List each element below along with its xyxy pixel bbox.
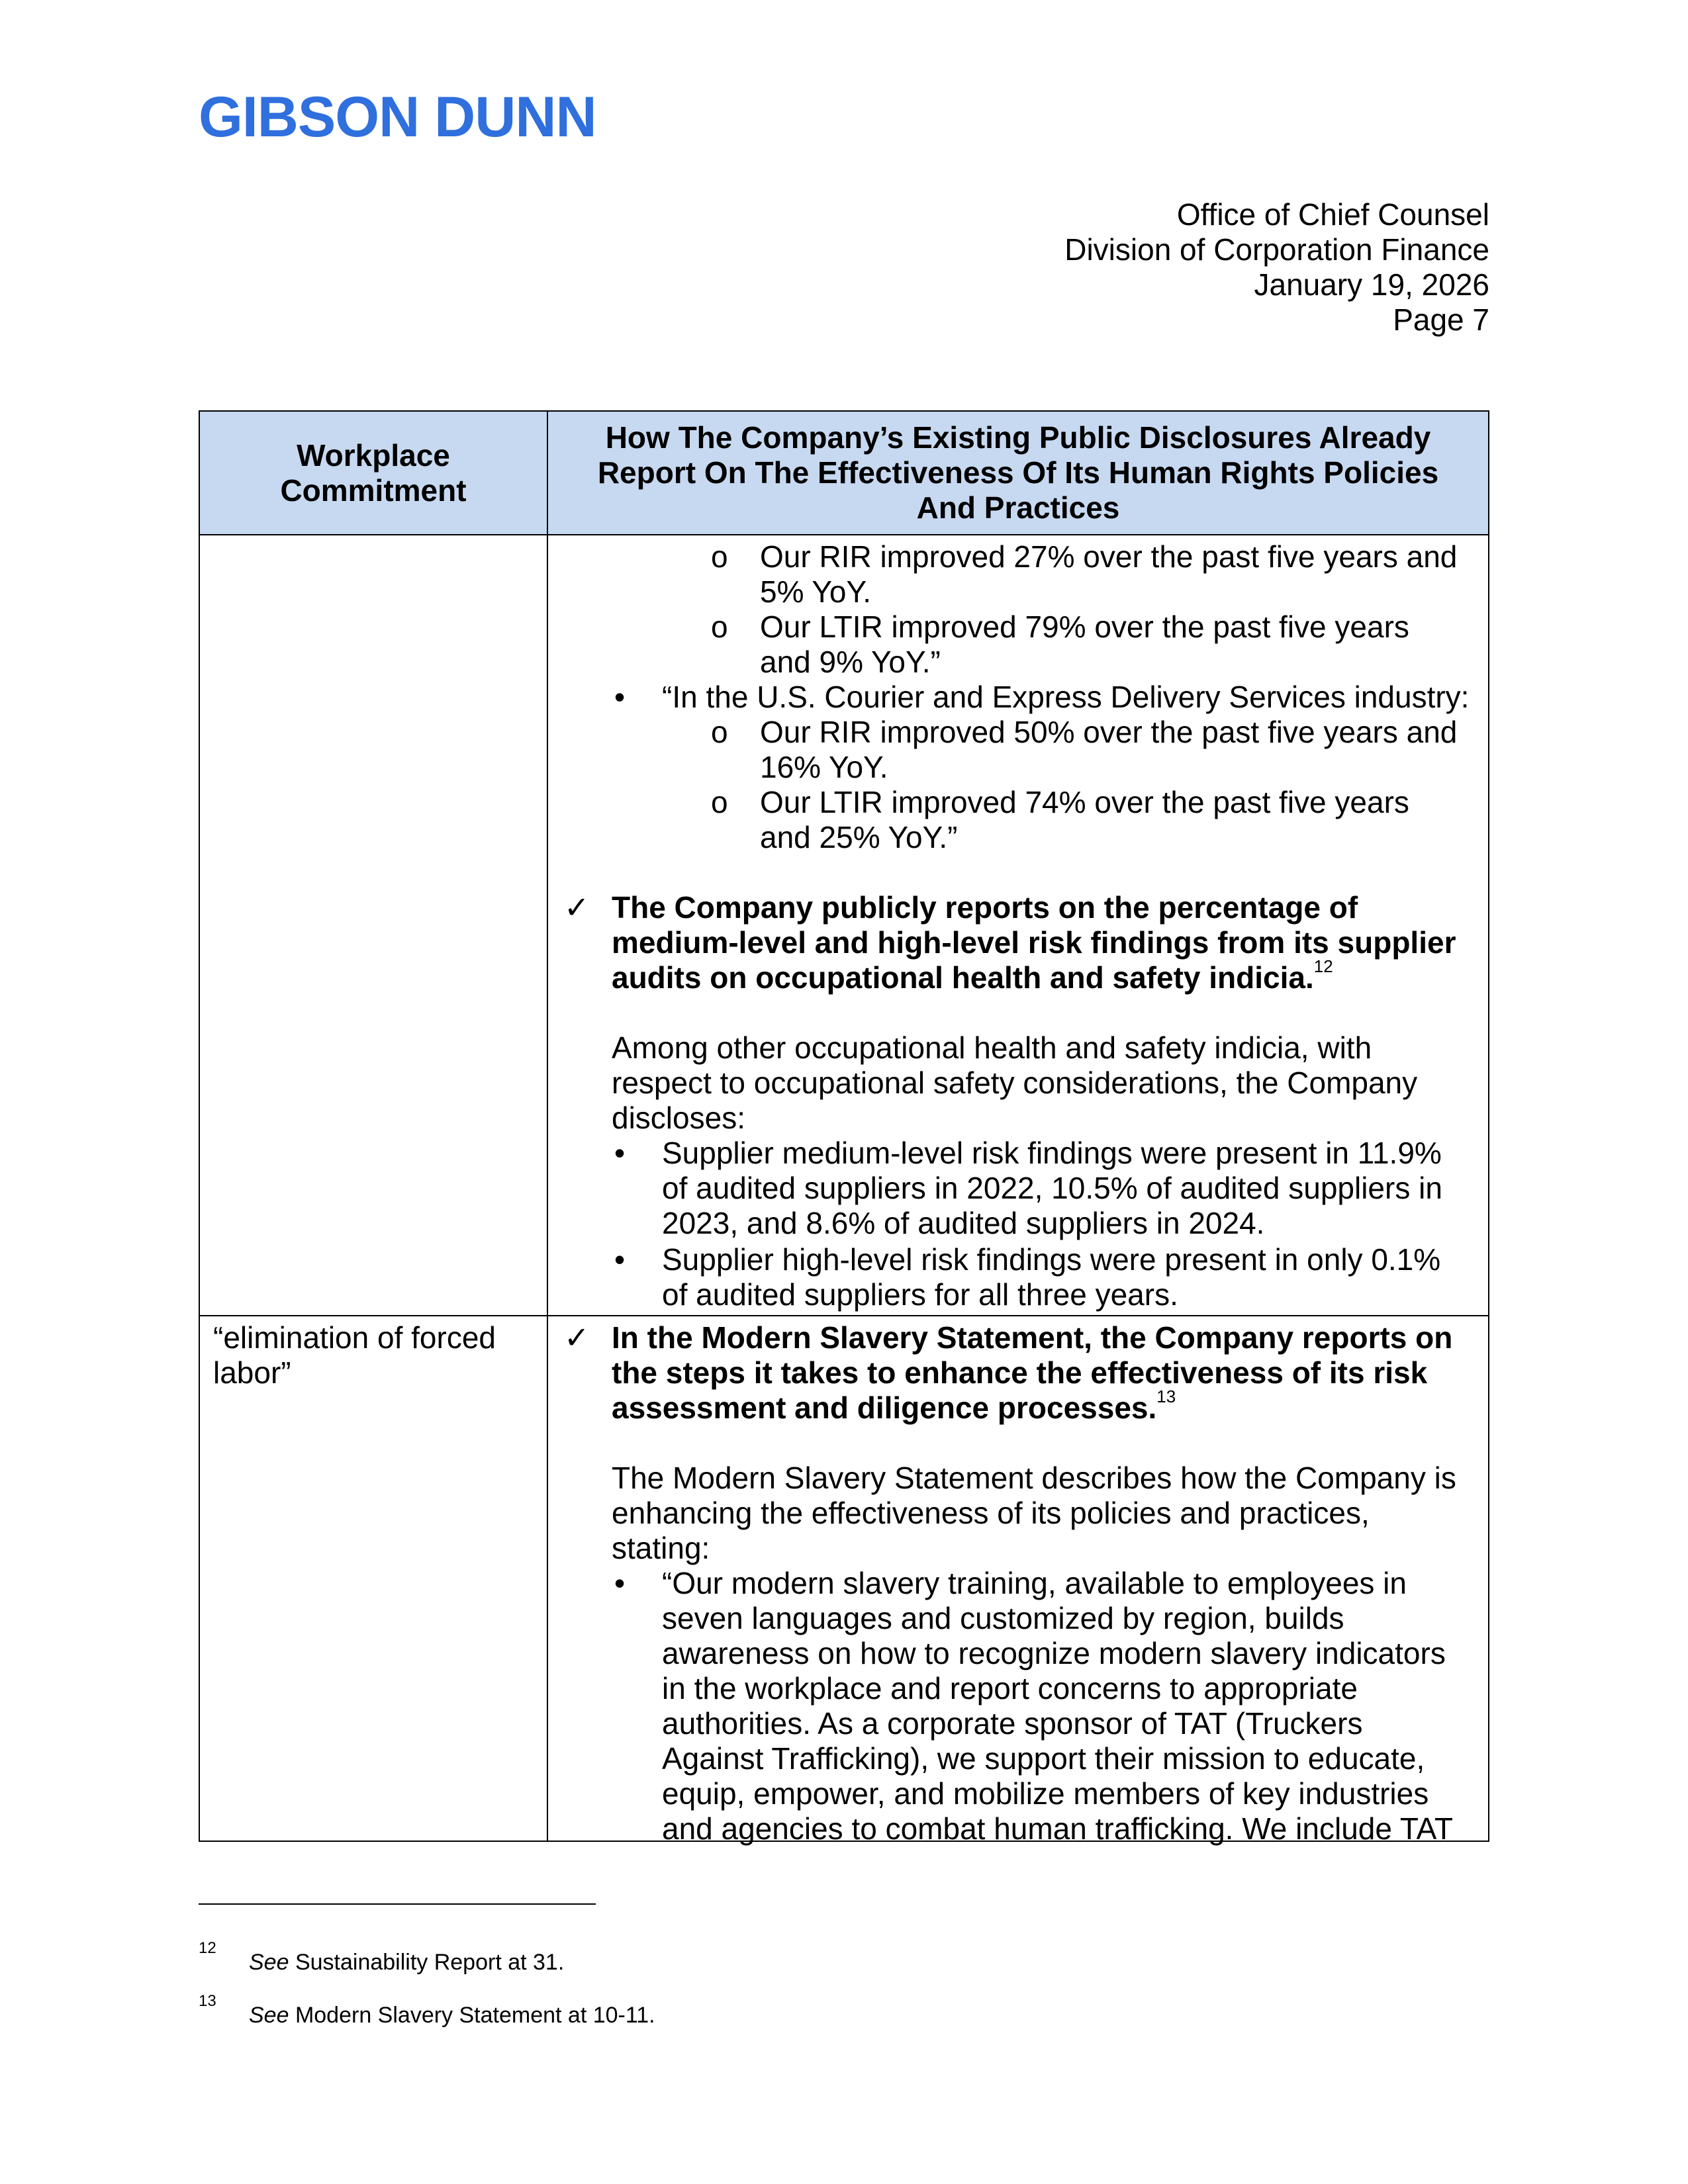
bullet-marker: • — [614, 1566, 626, 1600]
sub-bullet-marker: o — [711, 785, 728, 819]
sub-bullet-marker: o — [711, 715, 728, 749]
bullet-marker: • — [614, 1242, 626, 1277]
disclosures-table — [199, 410, 1489, 1846]
addressee-division: Division of Corporation Finance — [1064, 232, 1489, 267]
footnote-divider — [199, 1903, 596, 1905]
addressee-office: Office of Chief Counsel — [1176, 197, 1489, 232]
commitment-text: labor” — [213, 1355, 291, 1390]
page-number: Page 7 — [1393, 302, 1489, 337]
checkmark-icon: ✓ — [564, 890, 590, 925]
check-heading: The Company publicly reports on the percentage of medium-level and high-level risk findings from its supplier audits on occupational health and safety indicia.$^{12}$ — [612, 890, 1456, 995]
list-item: “In the U.S. Courier and Express Delivery Services industry: — [662, 680, 1470, 714]
footnote-text: See Sustainability Report at 31. — [249, 1950, 565, 1975]
header-workplace-commitment: Workplace Commitment — [199, 411, 547, 535]
footnote-ref: 12 — [1313, 956, 1333, 976]
commitment-cell-empty — [199, 535, 547, 1316]
paragraph: The Modern Slavery Statement describes how the Company is enhancing the effectiveness of its policies and practices, stating: — [612, 1461, 1456, 1565]
header-line: Report On The Effectiveness Of Its Human Rights Policies — [597, 455, 1439, 490]
list-item: Supplier medium-level risk findings were present in 11.9% of audited suppliers in 2022, 10.5% of audited suppliers in 2023, and 8.6% of audited suppliers in 2024. — [662, 1136, 1442, 1240]
letter-address-block — [1064, 197, 1489, 338]
list-item: Our RIR improved 50% over the past five years and 16% YoY. — [760, 715, 1458, 784]
table-row — [199, 1316, 1489, 1841]
paragraph: Among other occupational health and safety indicia, with respect to occupational safety considerations, the Company discloses: — [612, 1030, 1418, 1135]
sub-bullet-marker: o — [711, 610, 728, 644]
list-item: Our RIR improved 27% over the past five years and 5% YoY. — [760, 539, 1458, 609]
check-heading: In the Modern Slavery Statement, the Company reports on the steps it takes to enhance the effectiveness of its risk assessment and diligence processes.$^{13}$ — [612, 1320, 1453, 1425]
table-header-row — [199, 411, 1489, 535]
letter-date: January 19, 2026 — [1254, 267, 1489, 302]
checkmark-icon: ✓ — [564, 1320, 590, 1355]
footnote-number: 12 — [199, 1939, 216, 1957]
list-item: Supplier high-level risk findings were present in only 0.1% of audited suppliers for all three years. — [662, 1242, 1441, 1312]
header-existing-disclosures — [547, 411, 1489, 535]
footnote-text: See Modern Slavery Statement at 10-11. — [249, 2003, 655, 2028]
sub-bullet-marker: o — [711, 539, 728, 574]
footnote-ref: 13 — [1156, 1387, 1176, 1406]
header-line: And Practices — [916, 490, 1120, 525]
list-item: “Our modern slavery training, available to employees in seven languages and customized by region, builds awareness on how to recognize modern slavery indicators in the workplace and report concerns to appropriate authorities. As a corporate sponsor of TAT (Truckers Against Trafficking), we support their mission to educate, equip, empower, and mobilize members of key industries and agencies to combat human trafficking. We include TAT — [662, 1566, 1453, 1846]
disclosure-cell — [547, 535, 1489, 1316]
table-row — [199, 535, 1489, 1316]
bullet-marker: • — [614, 1136, 626, 1170]
list-item: Our LTIR improved 74% over the past five years and 25% YoY.” — [760, 785, 1409, 854]
commitment-cell — [199, 1316, 547, 1841]
firm-logo: GIBSON DUNN — [199, 85, 596, 149]
footnote-number: 13 — [199, 1992, 216, 2010]
commitment-text: “elimination of forced — [213, 1320, 496, 1355]
disclosure-cell — [547, 1316, 1489, 1846]
header-line: How The Company’s Existing Public Disclosures Already — [605, 420, 1431, 455]
list-item: Our LTIR improved 79% over the past five years and 9% YoY.” — [760, 610, 1409, 679]
bullet-marker: • — [614, 680, 626, 714]
